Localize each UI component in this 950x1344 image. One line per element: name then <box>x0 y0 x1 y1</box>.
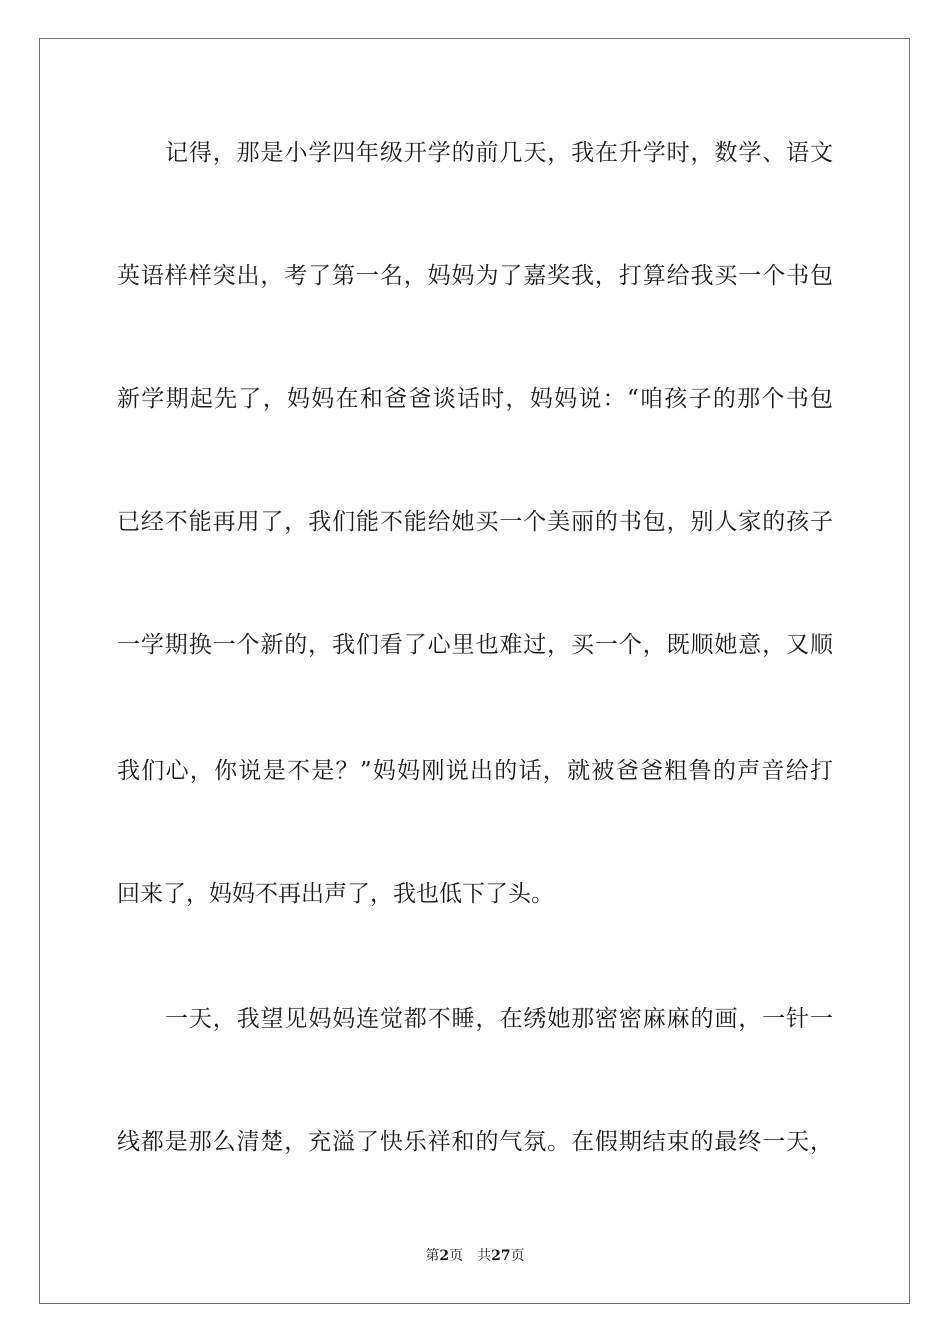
page-footer <box>0 1247 950 1265</box>
text-line: 英语样样突出，考了第一名，妈妈为了嘉奖我，打算给我买一个书包 <box>117 263 833 289</box>
text-line: 线都是那么清楚，充溢了快乐祥和的气氛。在假期结束的最终一天， <box>117 1129 833 1155</box>
text-line: 已经不能再用了，我们能不能给她买一个美丽的书包，别人家的孩子 <box>117 509 833 535</box>
page-border <box>39 38 910 1304</box>
text-line: 一学期换一个新的，我们看了心里也难过，买一个，既顺她意，又顺 <box>117 632 833 658</box>
text-line: 我们心，你说是不是？”妈妈刚说出的话，就被爸爸粗鲁的声音给打 <box>117 758 833 784</box>
text-line: 一天，我望见妈妈连觉都不睡，在绣她那密密麻麻的画，一针一 <box>165 1006 833 1032</box>
page-number: 2 <box>439 1248 450 1264</box>
page-suffix: 页 <box>449 1248 464 1264</box>
total-pages: 27 <box>491 1248 511 1264</box>
text-line: 新学期起先了，妈妈在和爸爸谈话时，妈妈说：“咱孩子的那个书包 <box>117 386 833 412</box>
page-prefix: 第 <box>425 1248 440 1264</box>
total-prefix: 共 <box>477 1248 492 1264</box>
text-line: 回来了，妈妈不再出声了，我也低下了头。 <box>117 881 554 907</box>
text-line: 记得，那是小学四年级开学的前几天，我在升学时，数学、语文 <box>165 140 833 166</box>
total-suffix: 页 <box>510 1248 525 1264</box>
